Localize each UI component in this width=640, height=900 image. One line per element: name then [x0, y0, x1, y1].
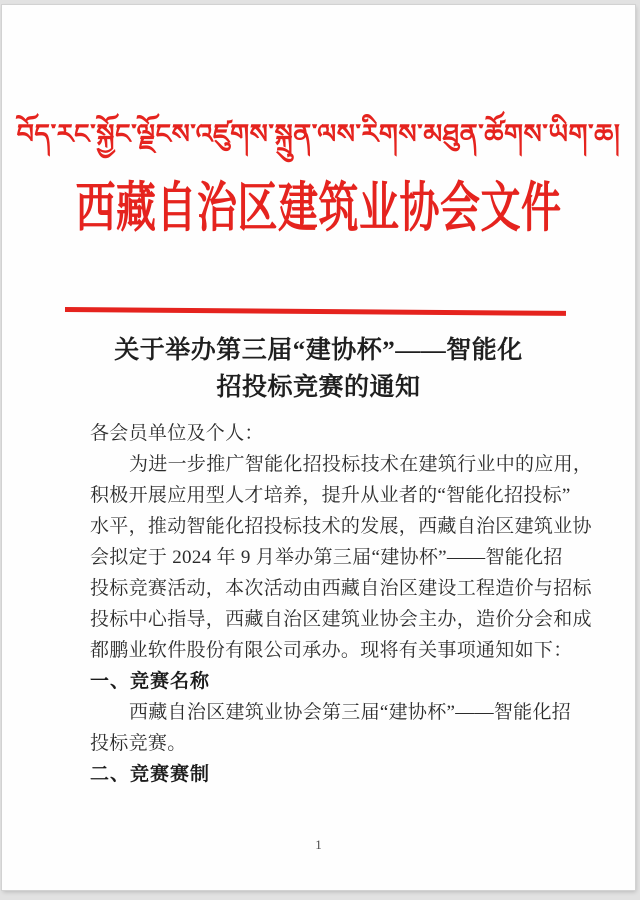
section-1-line: 投标竞赛。: [90, 733, 187, 754]
document-page: [2, 5, 635, 890]
paragraph-line: 积极开展应用型人才培养，提升从业者的“智能化招投标”: [90, 485, 571, 506]
document-body: [90, 418, 593, 790]
section-2-heading: 二、竞赛赛制: [90, 764, 211, 785]
document-title: [2, 332, 635, 406]
letterhead-tibetan-title: བོད་རང་སྐྱོང་ལྗོངས་འཛུགས་སྐྲུན་ལས་རིགས་མཐུན་ཚོགས་ཡིག་ཆ།: [16, 119, 621, 150]
paragraph-line: 为进一步推广智能化招投标技术在建筑行业中的应用，: [129, 454, 593, 475]
paragraph-line: 会拟定于 2024 年 9 月举办第三届“建协杯”——智能化招: [90, 547, 563, 568]
paragraph-line: 都鹏业软件股份有限公司承办。现将有关事项通知如下：: [90, 640, 573, 661]
paragraph-line: 投标中心指导，西藏自治区建筑业协会主办，造价分会和成: [90, 609, 592, 630]
letterhead-chinese-title: 西藏自治区建筑业协会文件: [75, 177, 562, 238]
paragraph-line: 投标竞赛活动，本次活动由西藏自治区建设工程造价与招标: [90, 578, 592, 599]
red-divider-line: [65, 307, 566, 316]
page-number: 1: [315, 837, 322, 852]
document-title-line2: 招投标竞赛的通知: [216, 374, 421, 401]
document-title-line1: 关于举办第三届“建协杯”——智能化: [114, 337, 523, 364]
paragraph-line: 水平，推动智能化招投标技术的发展，西藏自治区建筑业协: [90, 516, 592, 537]
section-1-line: 西藏自治区建筑业协会第三届“建协杯”——智能化招: [129, 702, 572, 723]
section-1-heading: 一、竞赛名称: [90, 671, 211, 692]
salutation: 各会员单位及个人：: [90, 423, 264, 444]
